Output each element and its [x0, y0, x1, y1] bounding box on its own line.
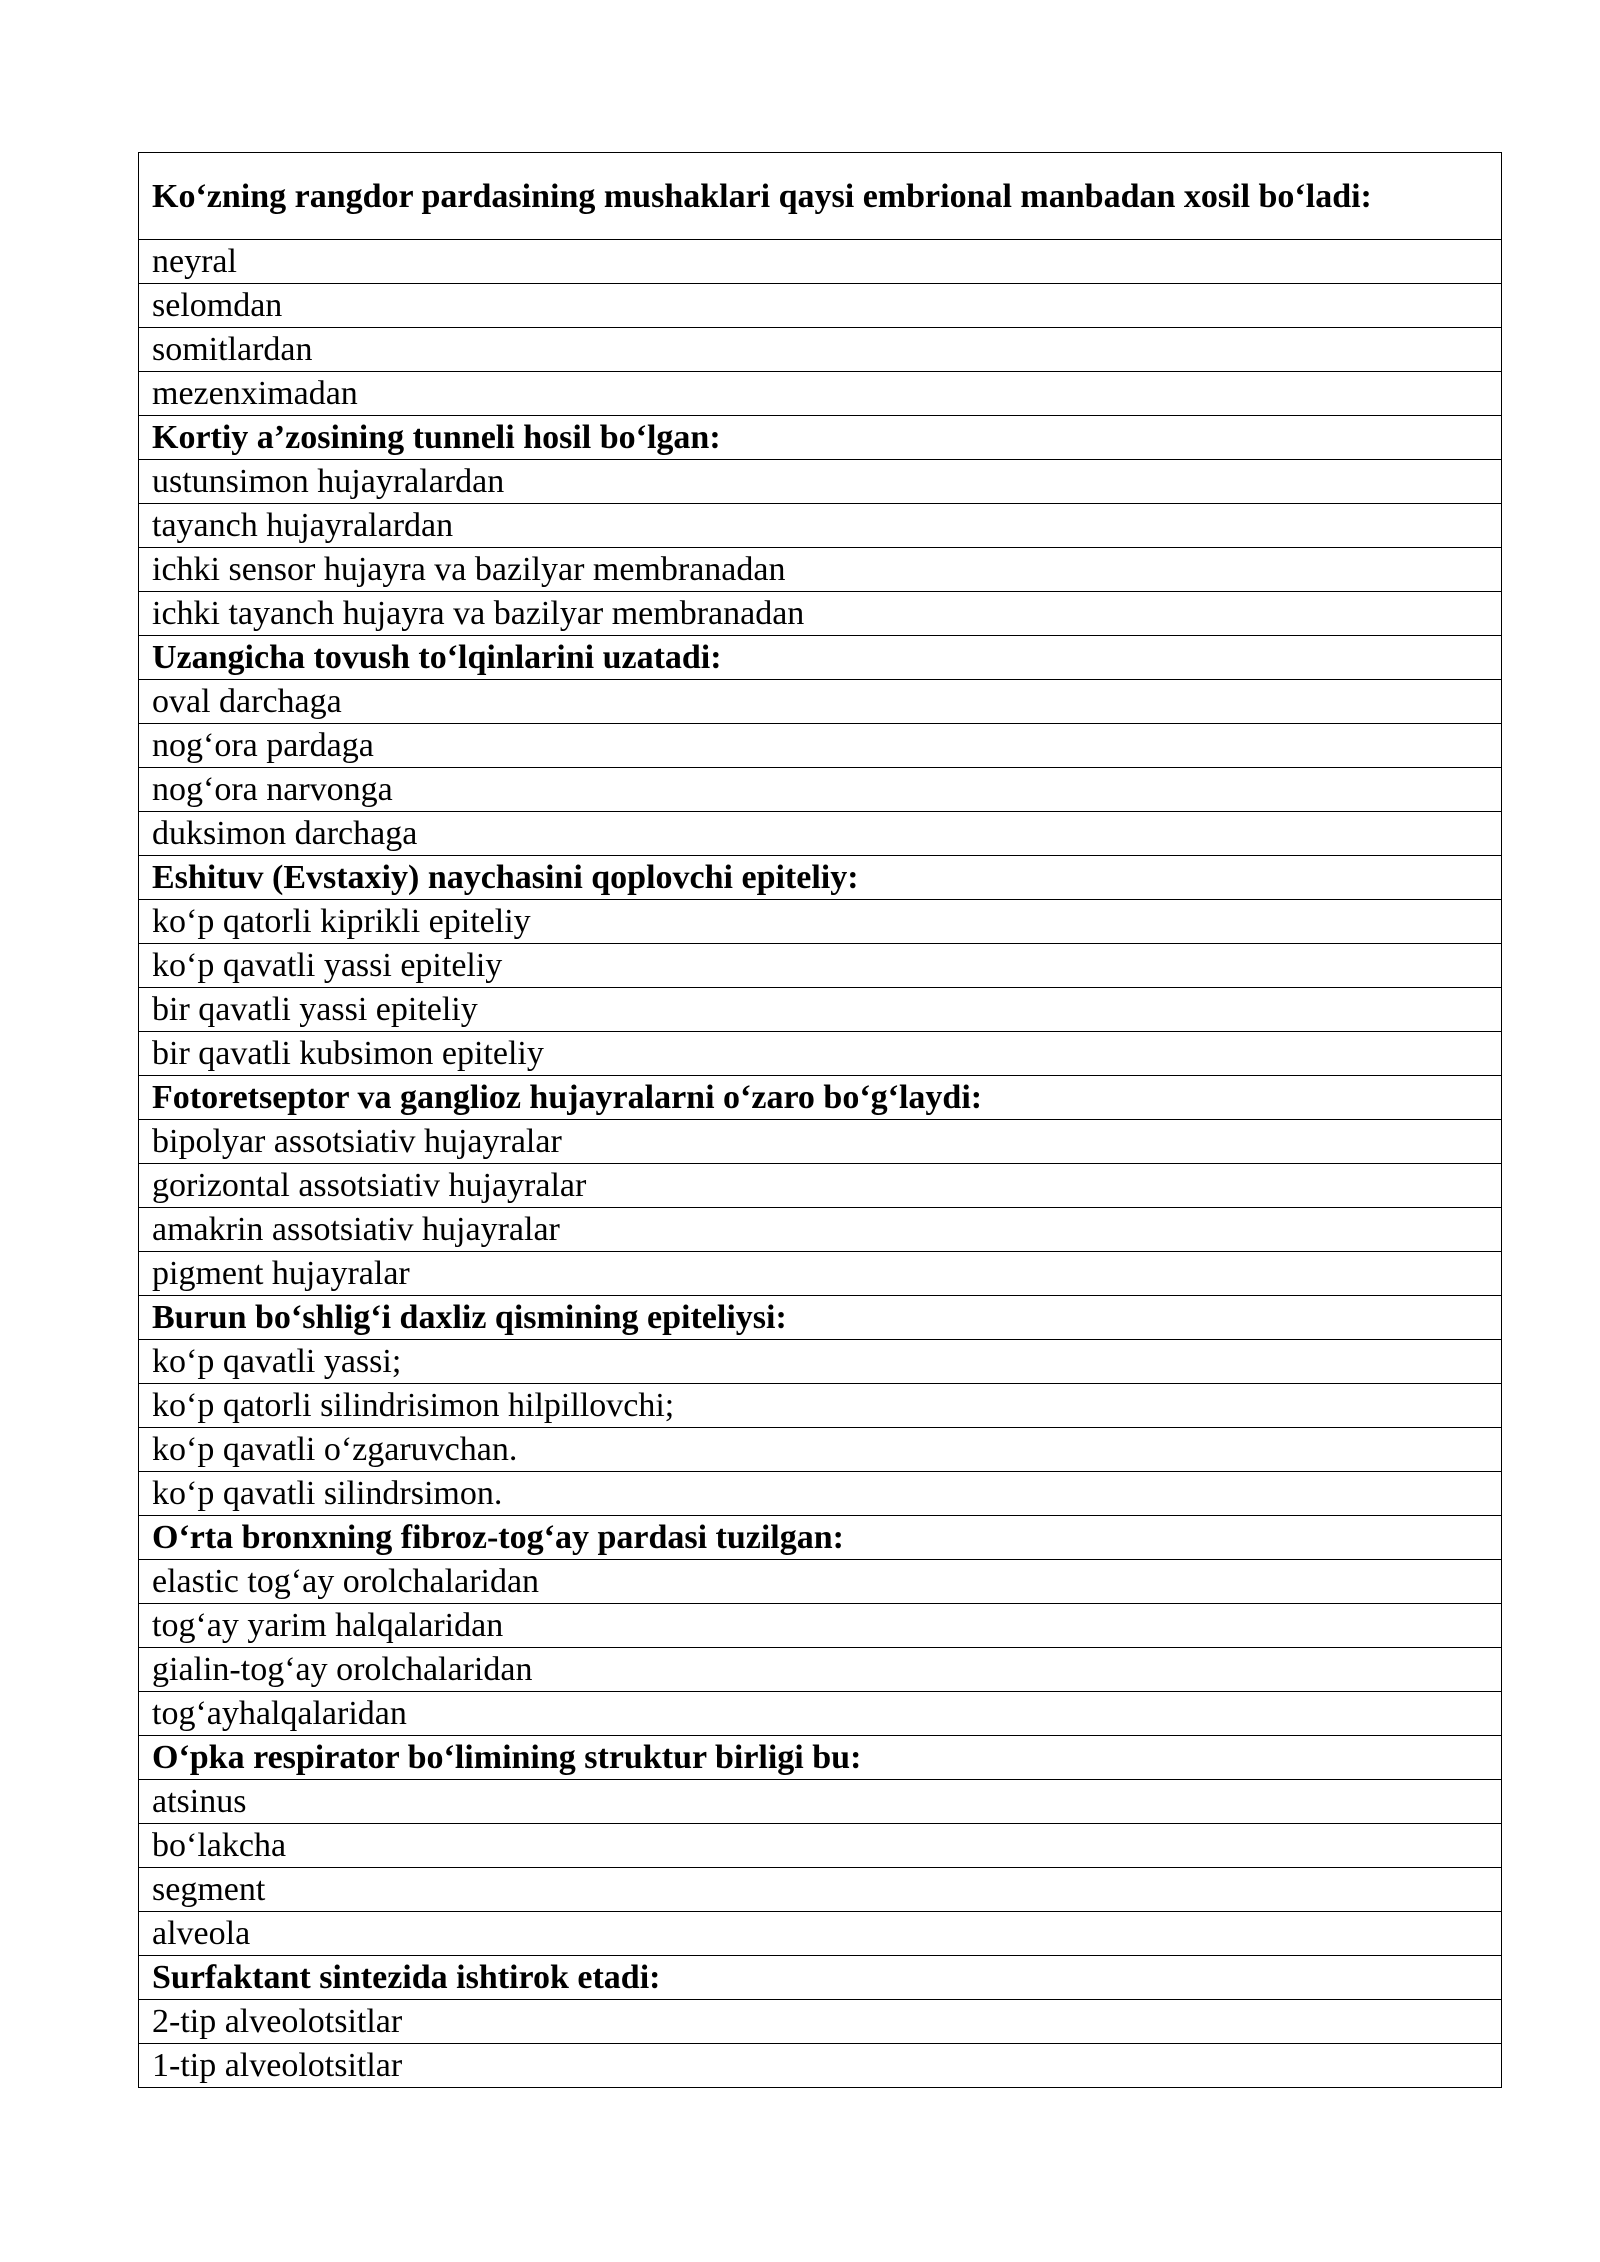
option-row: [139, 1120, 1502, 1164]
option-text: atsinus: [139, 1780, 1502, 1824]
option-row: [139, 592, 1502, 636]
option-text: pigment hujayralar: [139, 1252, 1502, 1296]
question-row: [139, 1956, 1502, 2000]
option-row: [139, 812, 1502, 856]
option-text: 1-tip alveolotsitlar: [139, 2044, 1502, 2088]
option-row: [139, 768, 1502, 812]
option-row: [139, 1648, 1502, 1692]
option-row: [139, 2000, 1502, 2044]
question-row: [139, 416, 1502, 460]
question-text: Ko‘zning rangdor pardasining mushaklari qaysi embrional manbadan xosil bo‘ladi:: [139, 153, 1502, 240]
option-text: ichki tayanch hujayra va bazilyar membranadan: [139, 592, 1502, 636]
option-row: [139, 1912, 1502, 1956]
option-text: ko‘p qatorli kiprikli epiteliy: [139, 900, 1502, 944]
question-row: [139, 153, 1502, 240]
option-row: [139, 372, 1502, 416]
option-row: [139, 1428, 1502, 1472]
option-text: neyral: [139, 240, 1502, 284]
option-row: [139, 284, 1502, 328]
option-text: duksimon darchaga: [139, 812, 1502, 856]
question-text: Uzangicha tovush to‘lqinlarini uzatadi:: [139, 636, 1502, 680]
option-text: ko‘p qavatli silindrsimon.: [139, 1472, 1502, 1516]
option-row: [139, 240, 1502, 284]
option-text: ustunsimon hujayralardan: [139, 460, 1502, 504]
question-text: Burun bo‘shlig‘i daxliz qismining epiteliysi:: [139, 1296, 1502, 1340]
option-text: gialin-tog‘ay orolchalaridan: [139, 1648, 1502, 1692]
question-text: Eshituv (Evstaxiy) naychasini qoplovchi epiteliy:: [139, 856, 1502, 900]
question-row: [139, 1296, 1502, 1340]
option-text: bir qavatli kubsimon epiteliy: [139, 1032, 1502, 1076]
question-row: [139, 1736, 1502, 1780]
option-text: ichki sensor hujayra va bazilyar membranadan: [139, 548, 1502, 592]
option-row: [139, 1032, 1502, 1076]
option-row: [139, 328, 1502, 372]
option-text: segment: [139, 1868, 1502, 1912]
question-text: O‘rta bronxning fibroz-tog‘ay pardasi tuzilgan:: [139, 1516, 1502, 1560]
question-text: Fotoretseptor va ganglioz hujayralarni o‘zaro bo‘g‘laydi:: [139, 1076, 1502, 1120]
option-text: nog‘ora pardaga: [139, 724, 1502, 768]
option-text: tog‘ay yarim halqalaridan: [139, 1604, 1502, 1648]
option-text: 2-tip alveolotsitlar: [139, 2000, 1502, 2044]
option-text: gorizontal assotsiativ hujayralar: [139, 1164, 1502, 1208]
option-text: alveola: [139, 1912, 1502, 1956]
option-row: [139, 1164, 1502, 1208]
option-text: nog‘ora narvonga: [139, 768, 1502, 812]
option-row: [139, 900, 1502, 944]
option-row: [139, 1208, 1502, 1252]
question-row: [139, 636, 1502, 680]
option-row: [139, 460, 1502, 504]
option-text: oval darchaga: [139, 680, 1502, 724]
option-row: [139, 1868, 1502, 1912]
option-text: bir qavatli yassi epiteliy: [139, 988, 1502, 1032]
option-text: ko‘p qavatli yassi;: [139, 1340, 1502, 1384]
option-row: [139, 1340, 1502, 1384]
question-row: [139, 856, 1502, 900]
question-text: Kortiy a’zosining tunneli hosil bo‘lgan:: [139, 416, 1502, 460]
option-row: [139, 1252, 1502, 1296]
option-text: elastic tog‘ay orolchalaridan: [139, 1560, 1502, 1604]
option-row: [139, 1692, 1502, 1736]
question-text: Surfaktant sintezida ishtirok etadi:: [139, 1956, 1502, 2000]
option-row: [139, 1560, 1502, 1604]
option-text: tayanch hujayralardan: [139, 504, 1502, 548]
option-text: tog‘ayhalqalaridan: [139, 1692, 1502, 1736]
option-text: amakrin assotsiativ hujayralar: [139, 1208, 1502, 1252]
option-text: selomdan: [139, 284, 1502, 328]
option-row: [139, 1384, 1502, 1428]
option-text: somitlardan: [139, 328, 1502, 372]
option-text: ko‘p qavatli o‘zgaruvchan.: [139, 1428, 1502, 1472]
option-text: bo‘lakcha: [139, 1824, 1502, 1868]
option-text: mezenximadan: [139, 372, 1502, 416]
option-text: ko‘p qavatli yassi epiteliy: [139, 944, 1502, 988]
question-row: [139, 1076, 1502, 1120]
question-row: [139, 1516, 1502, 1560]
option-row: [139, 944, 1502, 988]
option-row: [139, 2044, 1502, 2088]
option-text: ko‘p qatorli silindrisimon hilpillovchi;: [139, 1384, 1502, 1428]
option-row: [139, 548, 1502, 592]
option-row: [139, 1824, 1502, 1868]
option-row: [139, 1780, 1502, 1824]
option-row: [139, 1472, 1502, 1516]
option-row: [139, 680, 1502, 724]
option-row: [139, 988, 1502, 1032]
question-text: O‘pka respirator bo‘limining struktur birligi bu:: [139, 1736, 1502, 1780]
option-row: [139, 1604, 1502, 1648]
option-text: bipolyar assotsiativ hujayralar: [139, 1120, 1502, 1164]
option-row: [139, 724, 1502, 768]
option-row: [139, 504, 1502, 548]
quiz-table: [138, 152, 1502, 2088]
